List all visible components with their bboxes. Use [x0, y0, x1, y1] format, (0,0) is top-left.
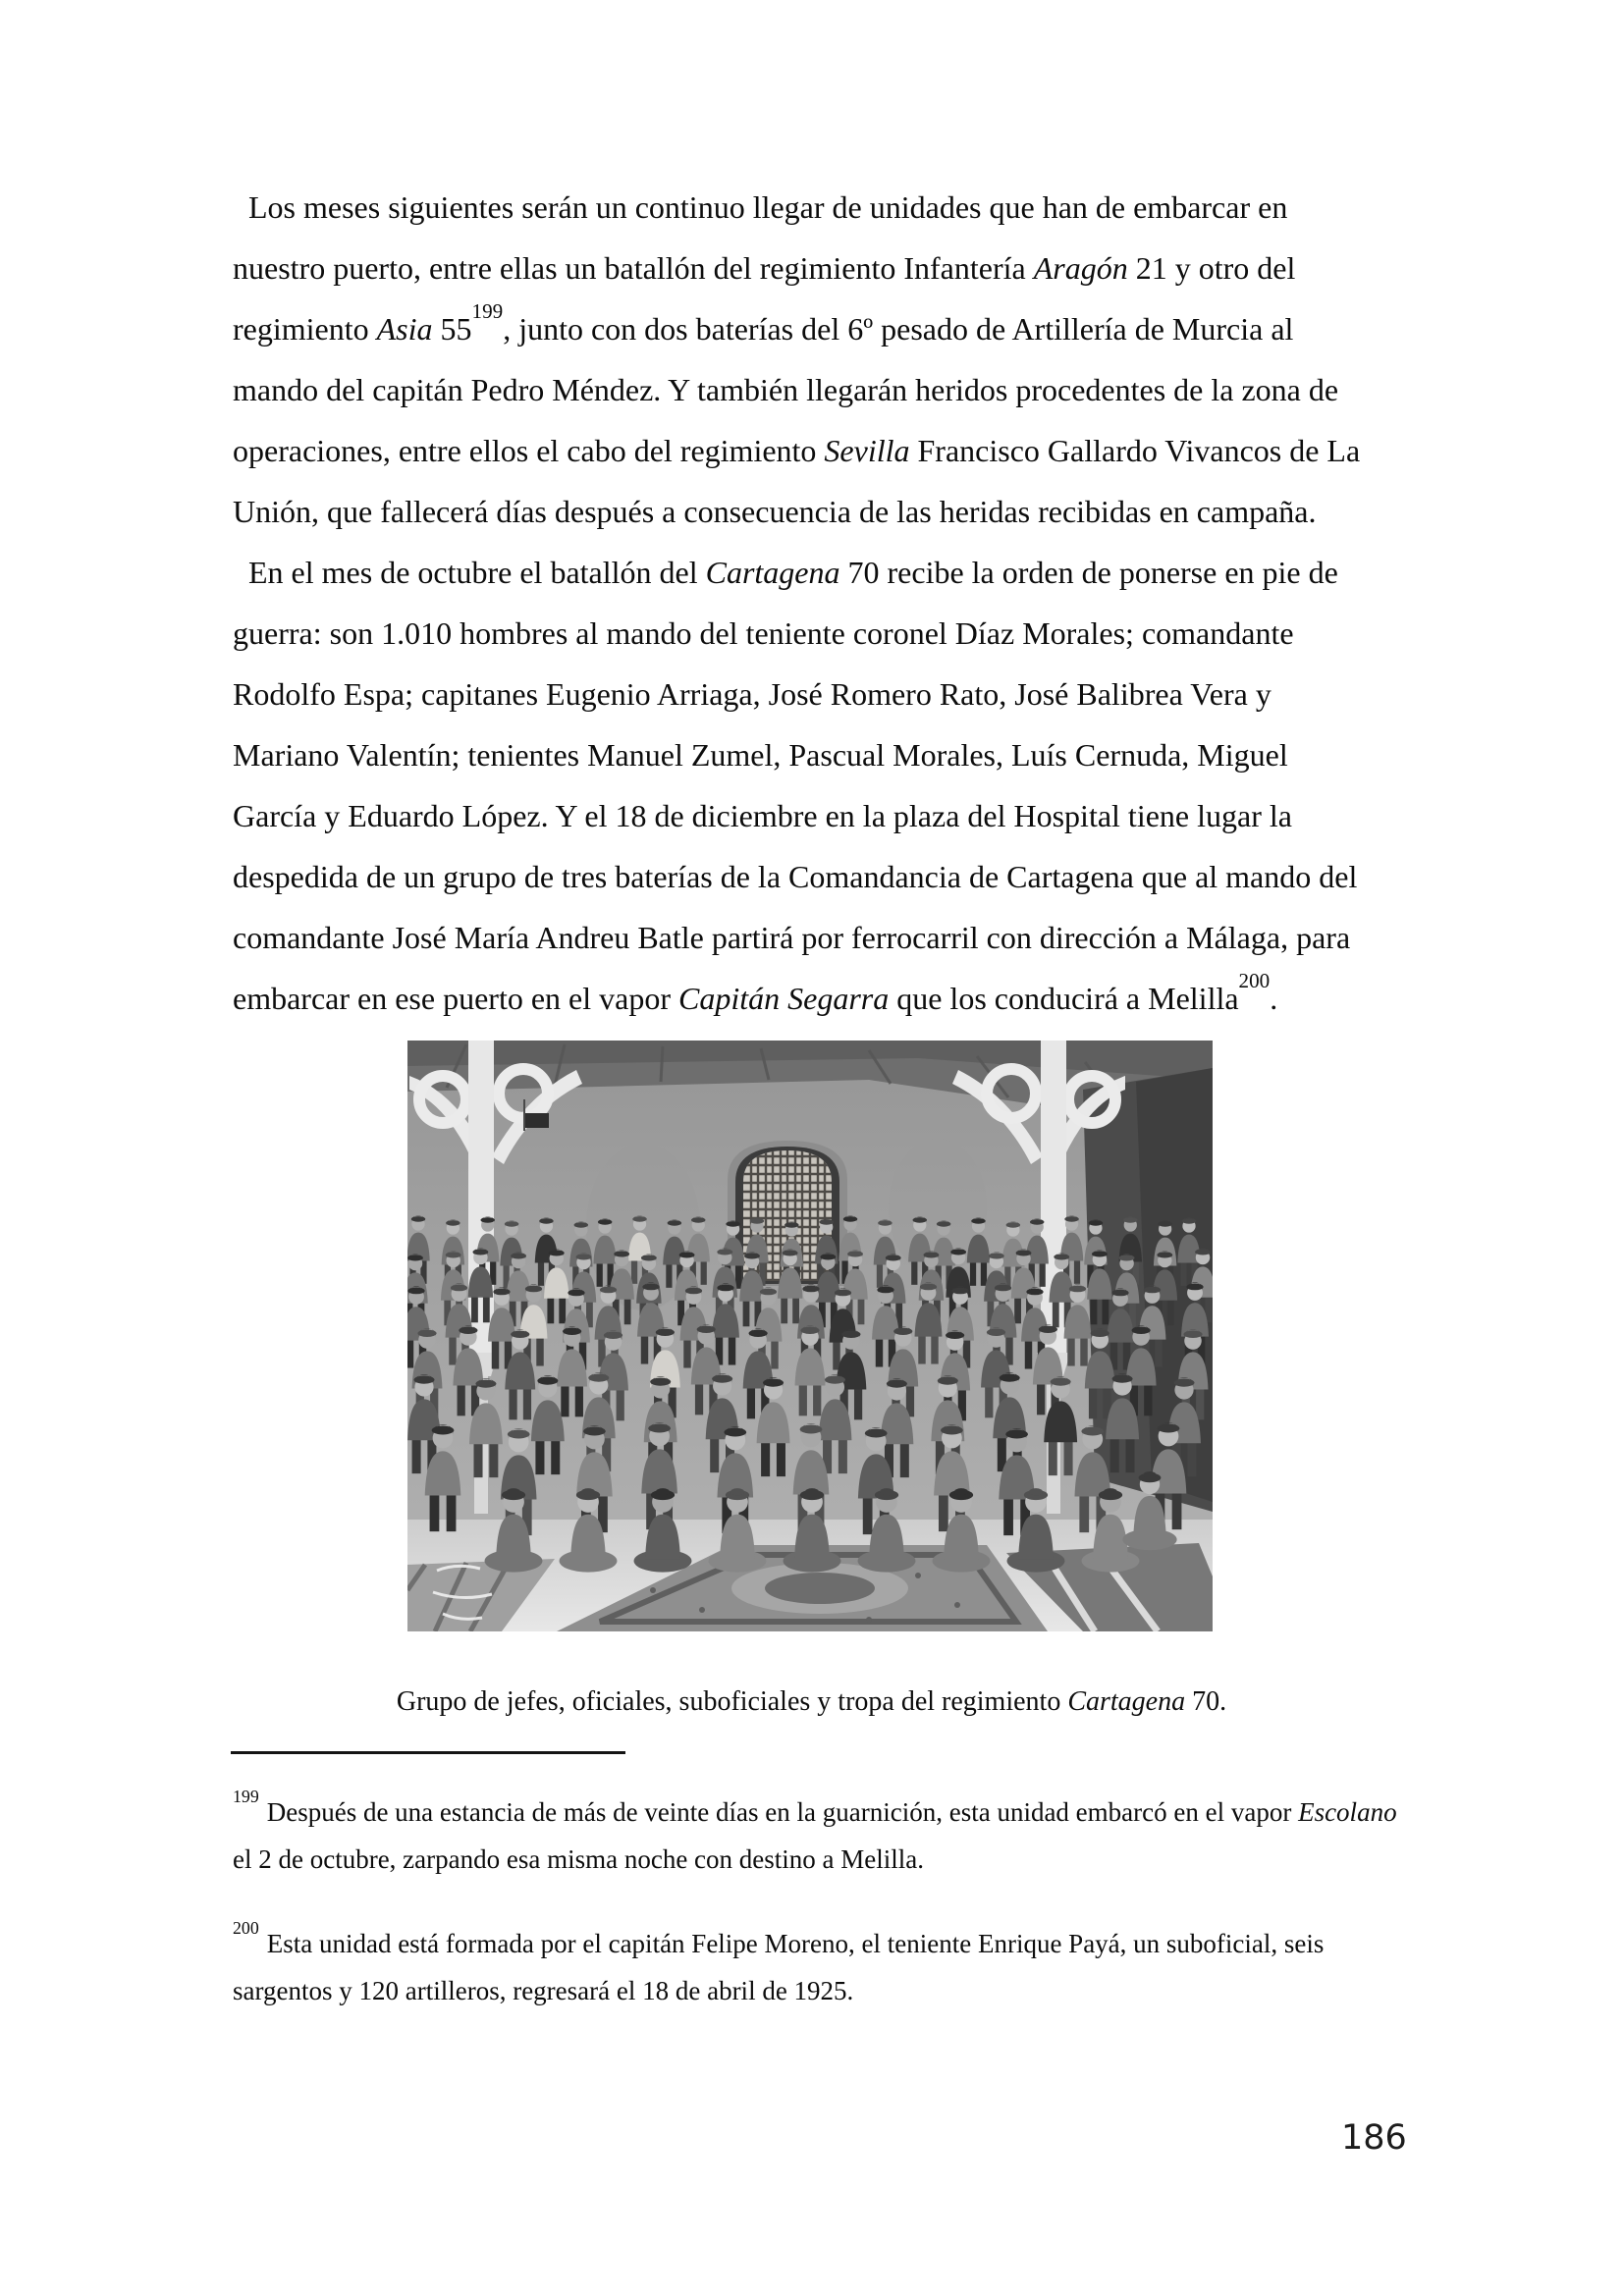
paragraph [233, 177, 1401, 542]
text-line: mando del capitán Pedro Méndez. Y también llegarán heridos procedentes de la zona de [233, 372, 1339, 407]
footnote [233, 1789, 1397, 1883]
text-line: embarcar en ese puerto en el vapor Capitán Segarra que los conducirá a Melilla$^{200}$. [233, 968, 1278, 1016]
text-line: Unión, que fallecerá días después a consecuencia de las heridas recibidas en campaña. [233, 494, 1317, 529]
footnote-line: sargentos y 120 artilleros, regresará el 18 de abril de 1925. [233, 1976, 854, 2005]
text-line: Mariano Valentín; tenientes Manuel Zumel, Pascual Morales, Luís Cernuda, Miguel [233, 737, 1288, 773]
footnote-line: el 2 de octubre, zarpando esa misma noche con destino a Melilla. [233, 1844, 925, 1874]
regiment-group-photo [407, 1041, 1213, 1631]
paragraph [233, 542, 1401, 1029]
text-line: nuestro puerto, entre ellas un batallón del regimiento Infantería Aragón 21 y otro del [233, 250, 1296, 286]
text-line: En el mes de octubre el batallón del Cartagena 70 recibe la orden de ponerse en pie de [248, 555, 1338, 590]
text-line: guerra: son 1.010 hombres al mando del teniente coronel Díaz Morales; comandante [233, 615, 1294, 651]
text-line: operaciones, entre ellos el cabo del regimiento Sevilla Francisco Gallardo Vivancos de La [233, 433, 1361, 468]
text-line: Los meses siguientes serán un continuo llegar de unidades que han de embarcar en [248, 189, 1288, 225]
page-number: 186 [1341, 2118, 1407, 2158]
text-line: despedida de un grupo de tres baterías de la Comandancia de Cartagena que al mando del [233, 859, 1358, 894]
text-line: García y Eduardo López. Y el 18 de diciembre en la plaza del Hospital tiene lugar la [233, 798, 1292, 833]
text-line: Rodolfo Espa; capitanes Eugenio Arriaga, José Romero Rato, José Balibrea Vera y [233, 676, 1271, 712]
text-line: comandante José María Andreu Batle partirá por ferrocarril con dirección a Málaga, para [233, 920, 1351, 955]
footnote [233, 1920, 1324, 2014]
footnote-line: $^{200}$Esta unidad está formada por el capitán Felipe Moreno, el teniente Enrique Payá, un suboficial, seis [233, 1918, 1325, 1958]
text-line: regimiento Asia $55^{199}$, junto con dos baterías del 6º pesado de Artillería de Murcia al [233, 298, 1294, 347]
body-text [233, 177, 1401, 1029]
photo-caption: Grupo de jefes, oficiales, suboficiales y tropa del regimiento Cartagena 70. [396, 1686, 1227, 1717]
small-flag [525, 1113, 549, 1128]
footnote-separator [231, 1751, 625, 1754]
footnote-line: $^{199}$Después de una estancia de más de veinte días en la guarnición, esta unidad embarcó en el vapor Escolano [233, 1787, 1397, 1827]
